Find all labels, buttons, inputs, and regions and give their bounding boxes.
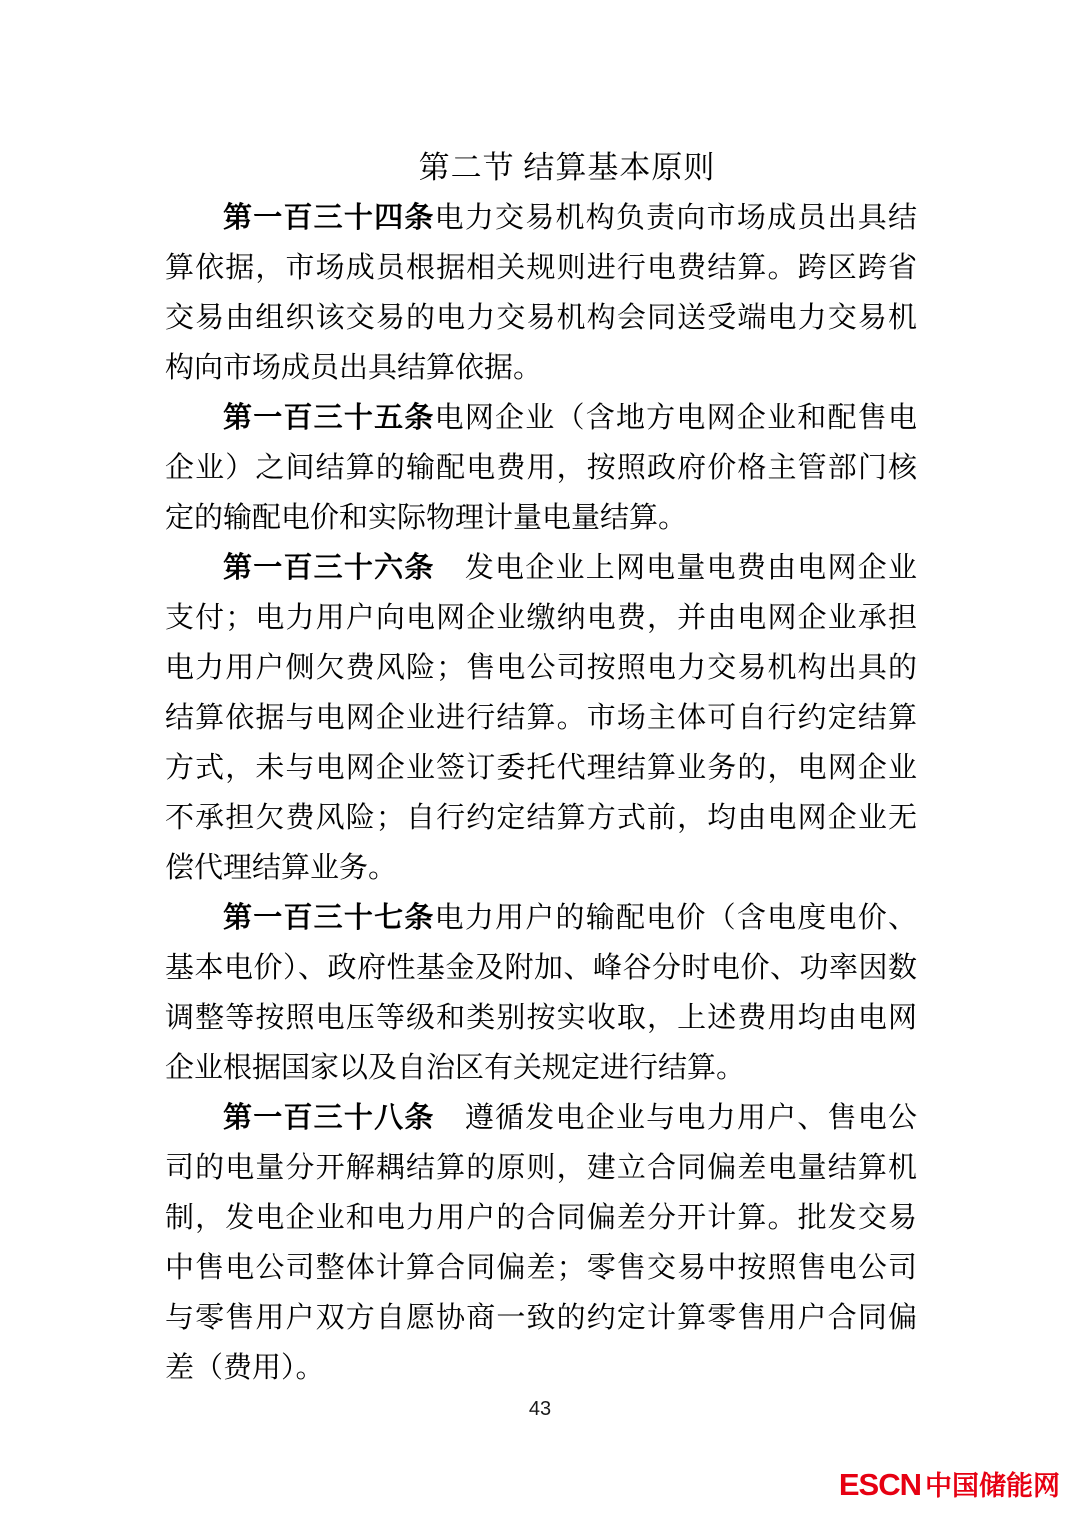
article-body-text: 发电企业上网电量电费由电网企业支付；电力用户向电网企业缴纳电费，并由电网企业承担电力用户侧欠费风险；售电公司按照电力交易机构出具的结算依据与电网企业进行结算。市场主体可自行约定结算方式，未与电网企业签订委托代理结算业务的，电网企业不承担欠费风险；自行约定结算方式前，均由电网企业无偿代理结算业务。 <box>165 552 917 884</box>
article-body-text: 电力交易机构负责向市场成员出具结算依据，市场成员根据相关规则进行电费结算。跨区跨省交易由组织该交易的电力交易机构会同送受端电力交易机构向市场成员出具结算依据。 <box>165 202 917 384</box>
article-body-text: 电力用户的输配电价（含电度电价、基本电价）、政府性基金及附加、峰谷分时电价、功率因数调整等按照电压等级和类别按实收取，上述费用均由电网企业根据国家以及自治区有关规定进行结算。 <box>165 902 917 1084</box>
article-paragraph-134 <box>165 193 917 393</box>
page-number: 43 <box>528 1398 552 1420</box>
article-number-label: 第一百三十八条 <box>223 1102 435 1134</box>
section-title: 第二节 结算基本原则 <box>418 150 716 185</box>
article-number-label: 第一百三十六条 <box>223 552 435 584</box>
article-number-label: 第一百三十五条 <box>223 402 435 434</box>
article-body-text: 遵循发电企业与电力用户、售电公司的电量分开解耦结算的原则，建立合同偏差电量结算机制，发电企业和电力用户的合同偏差分开计算。批发交易中售电公司整体计算合同偏差；零售交易中按照售电公司与零售用户双方自愿协商一致的约定计算零售用户合同偏差（费用）。 <box>165 1102 917 1384</box>
article-paragraph-137 <box>165 893 917 1093</box>
article-paragraph-135 <box>165 393 917 543</box>
article-paragraph-138 <box>165 1093 917 1393</box>
escn-logo <box>839 1468 1060 1508</box>
article-paragraph-136 <box>165 543 917 893</box>
article-number-label: 第一百三十四条 <box>223 202 435 234</box>
article-number-label: 第一百三十七条 <box>223 902 435 934</box>
document-content <box>165 143 917 1393</box>
article-body-text: 电网企业（含地方电网企业和配售电企业）之间结算的输配电费用，按照政府价格主管部门核定的输配电价和实际物理计量电量结算。 <box>165 402 917 534</box>
escn-logo-latin: ESCN <box>838 1467 921 1502</box>
escn-logo-chinese: 中国储能网 <box>925 1471 1060 1501</box>
